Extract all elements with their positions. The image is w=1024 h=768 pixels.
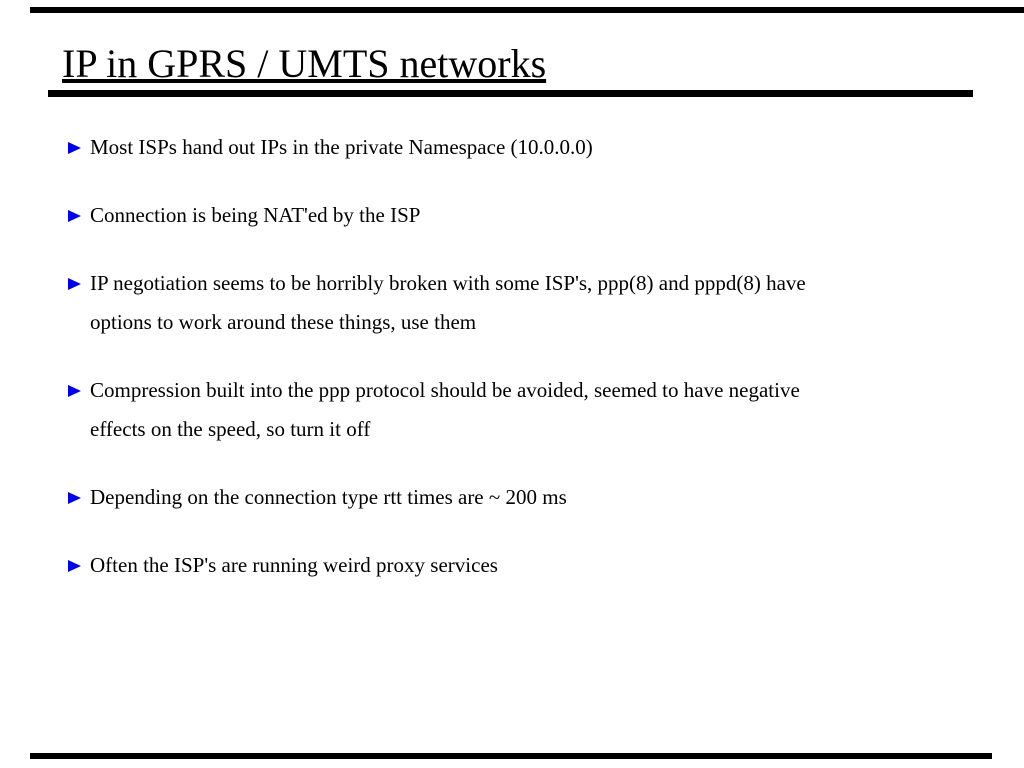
right-triangle-icon xyxy=(68,210,81,222)
bullet-text: Depending on the connection type rtt times are ~ 200 ms xyxy=(90,485,567,509)
bullet-item xyxy=(68,546,964,585)
bullet-text: options to work around these things, use them xyxy=(90,310,477,334)
title-underline-rule xyxy=(48,90,973,97)
bullet-text: Often the ISP's are running weird proxy services xyxy=(90,553,498,577)
right-triangle-icon xyxy=(68,560,81,572)
bullet-item xyxy=(68,478,964,517)
bullet-item xyxy=(68,196,964,235)
bullet-list xyxy=(68,128,964,614)
bullet-item xyxy=(68,371,964,449)
right-triangle-icon xyxy=(68,142,81,154)
bottom-edge-rule xyxy=(30,753,992,759)
right-triangle-icon xyxy=(68,385,81,397)
bullet-text: Most ISPs hand out IPs in the private Namespace (10.0.0.0) xyxy=(90,135,593,159)
bullet-item xyxy=(68,128,964,167)
right-triangle-icon xyxy=(68,492,81,504)
bullet-item xyxy=(68,264,964,342)
bullet-text: effects on the speed, so turn it off xyxy=(90,417,371,441)
slide-title: IP in GPRS / UMTS networks xyxy=(62,41,547,86)
bullet-text: IP negotiation seems to be horribly broken with some ISP's, ppp(8) and pppd(8) have xyxy=(90,271,806,295)
right-triangle-icon xyxy=(68,278,81,290)
bullet-text: Compression built into the ppp protocol should be avoided, seemed to have negative xyxy=(90,378,800,402)
top-edge-rule xyxy=(30,7,1024,13)
bullet-text: Connection is being NAT'ed by the ISP xyxy=(90,203,421,227)
